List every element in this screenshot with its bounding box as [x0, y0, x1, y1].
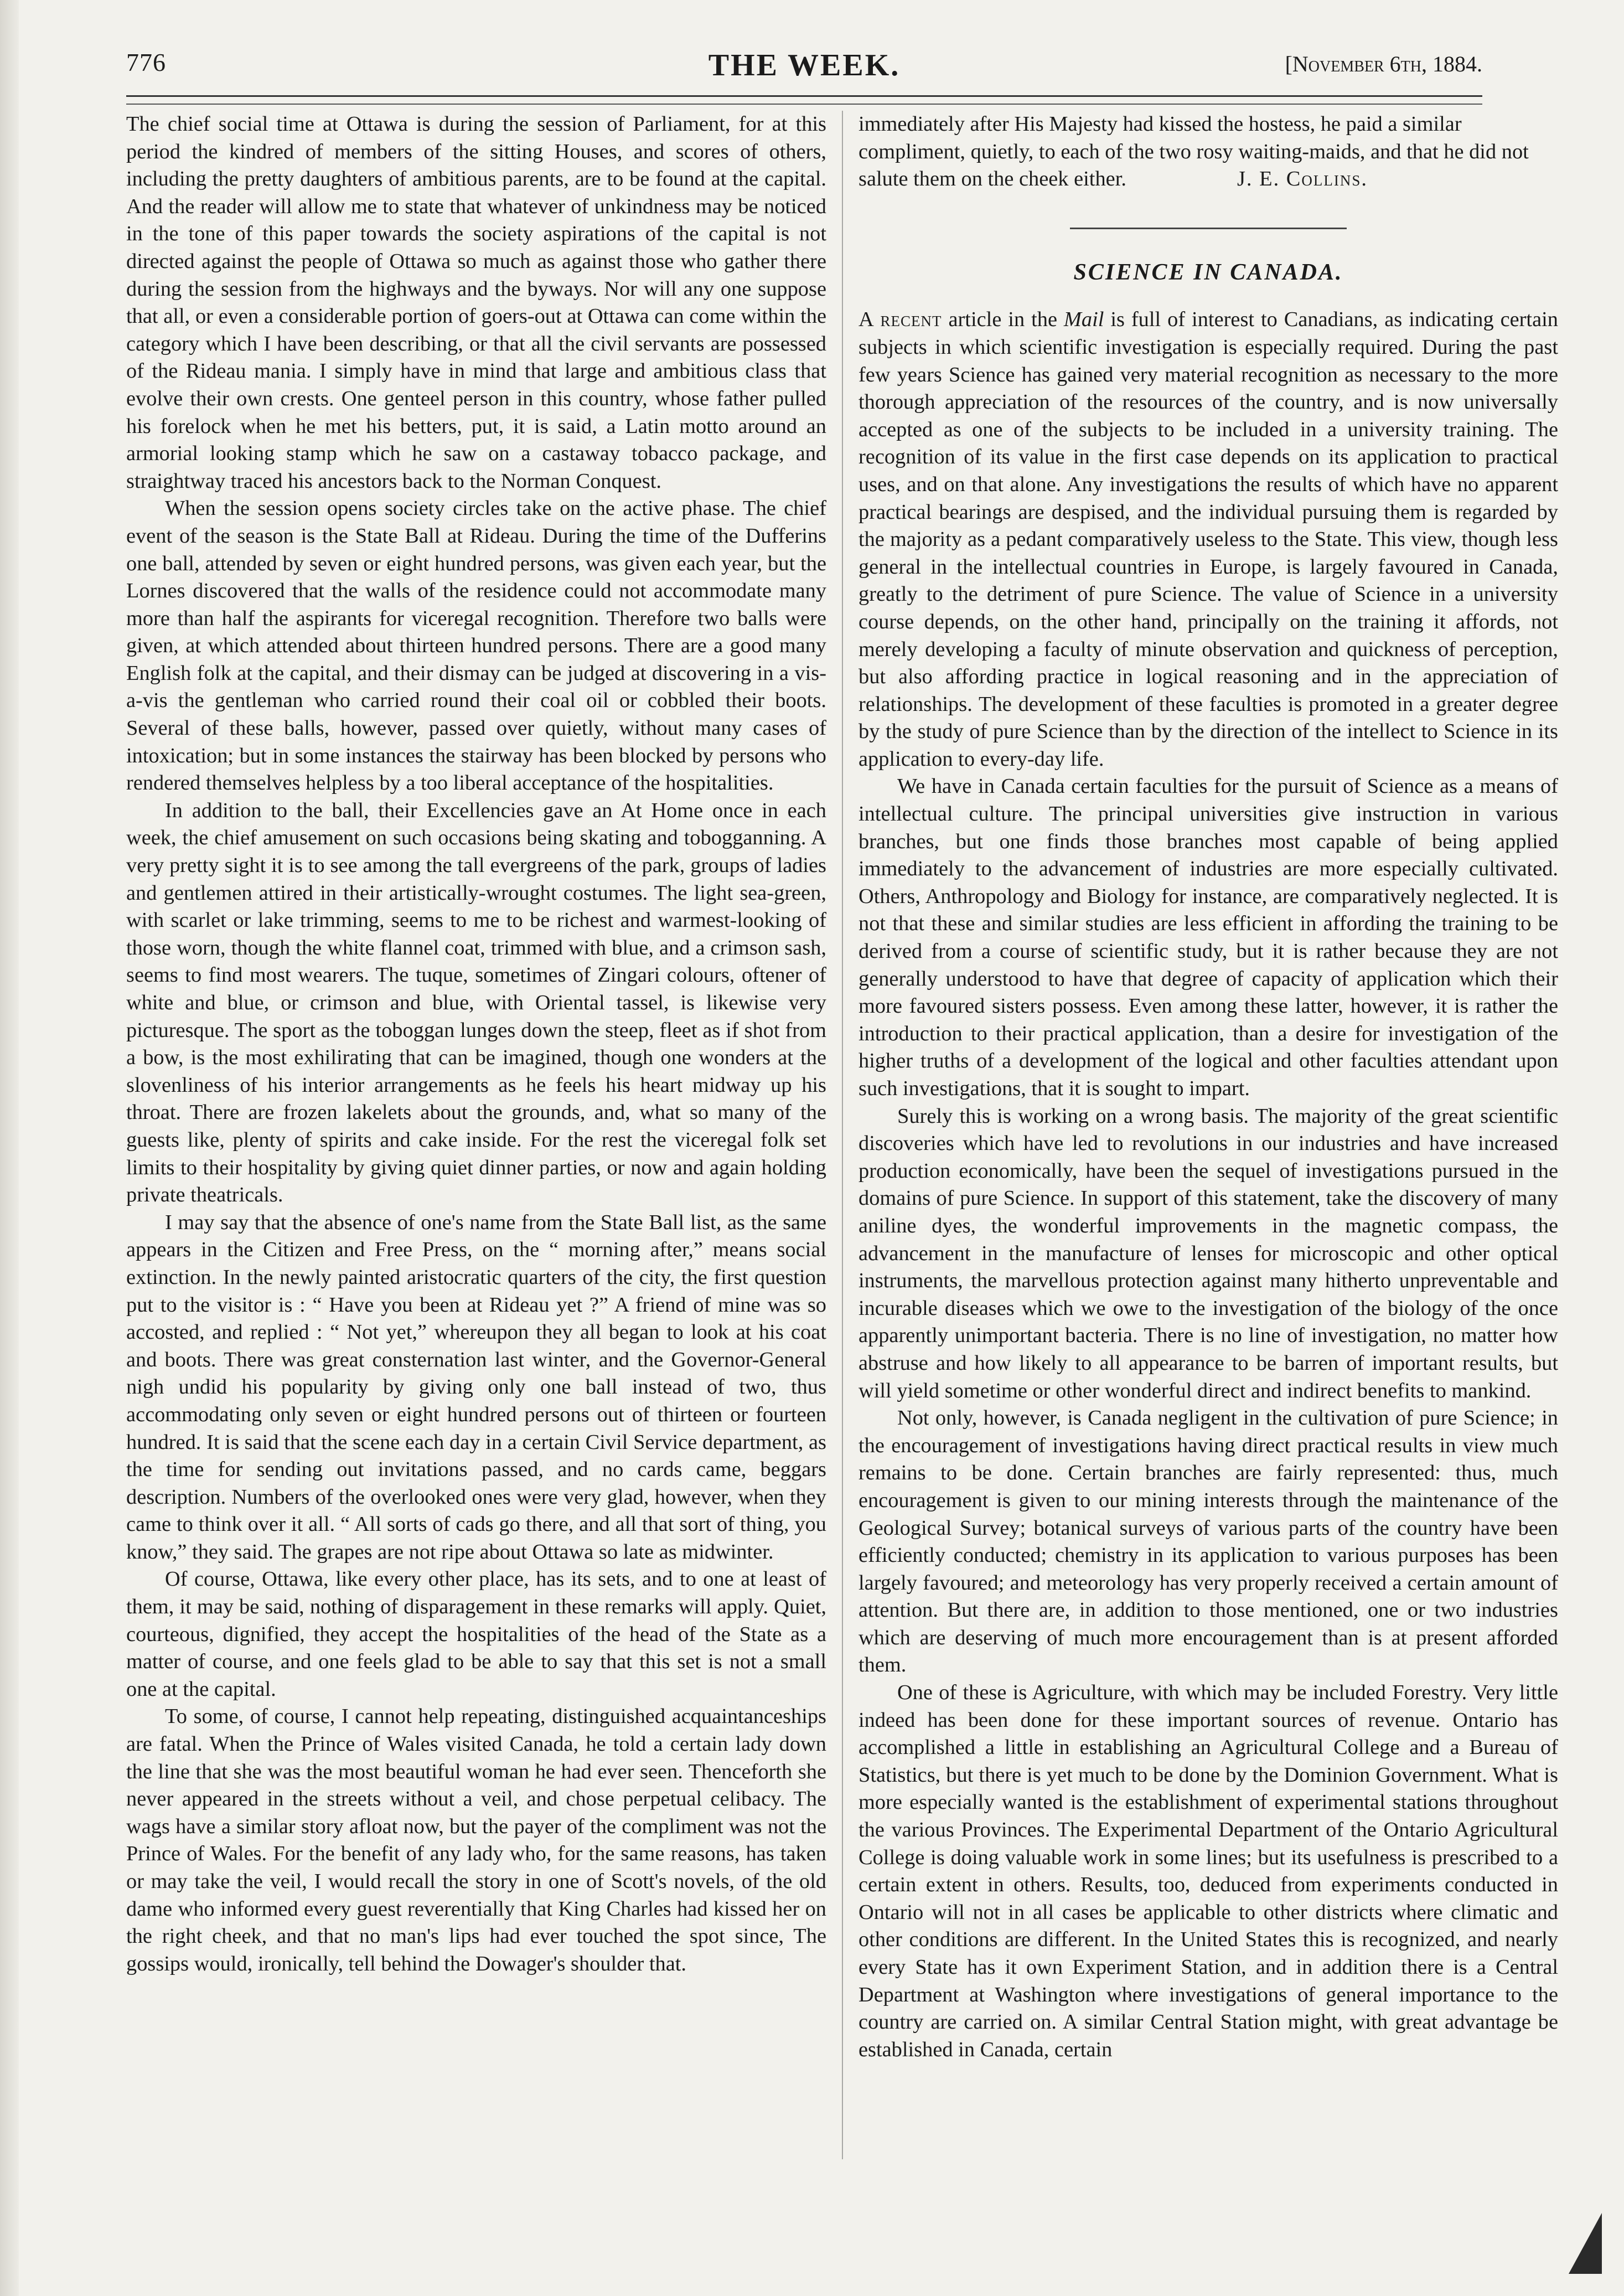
article-continuation	[858, 111, 1558, 193]
article-paragraph: To some, of course, I cannot help repeating, distinguished acquaintanceships are fatal. When the Prince of Wales visited Canada, he told a certain lady down the line that she was the most beautiful woman he had ever seen. Thenceforth she never appeared in the streets without a veil, and chose perpetual celibacy. The wags have a similar story afloat now, but the payer of the compliment was not the Prince of Wales. For the benefit of any lady who, for the same reasons, has taken or may take the veil, I would recall the story in one of Scott's novels, of the old dame who informed every guest reverentially that King Charles had kissed her on the right cheek, and that no man's lips had ever touched the spot since, The gossips would, ironically, tell behind the Dowager's shoulder that.	[126, 1705, 826, 1975]
page-header	[126, 48, 1482, 86]
left-column	[126, 111, 826, 1978]
header-rule	[126, 95, 1482, 105]
opening-text-2: is full of interest to Canadians, as indicating certain subjects in which scientific investigation is especially required. During the past few years Science has gained very material recognition as necessary to the more thorough appreciation of the resources of the country, and is now universally accepted as one of the subjects to be included in a university training. The recognition of its value in the first case depends on its application to practical uses, and on that alone. Any investigations the results of which have no apparent practical bearings are despised, and the individual pursuing them is regarded by the majority as a pedant comparatively useless to the State. This view, though less general in the intellectual countries in Europe, is largely favoured in Canada, greatly to the detriment of pure Science. The value of Science in a university course depends, on the other hand, principally on the training it affords, not merely developing a faculty of minute observation and quickness of perception, but also affording practice in logical reasoning and in the appreciation of relationships. The development of these faculties is promoted in a greater degree by the study of pure Science than by the direction of the intellect to Science in its application to every-day life.	[858, 308, 1558, 771]
article-paragraph: The chief social time at Ottawa is during the session of Parliament, for at this period the kindred of members of the sitting Houses, and scores of others, including the pretty daughters of ambitious parents, are to be found at the capital. And the reader will allow me to state that whatever of unkindness may be noticed in the tone of this paper towards the society aspirations of the capital is not directed against the people of Ottawa so much as against those who gather there during the session from the highways and the byways. Nor will any one suppose that all, or even a considerable portion of goers-out at Ottawa can come within the category which I have been describing, or that all the civil servants are possessed of the Rideau mania. I simply have in mind that large and ambitious class that evolve their own crests. One genteel person in this country, whose father pulled his forelock when he met his betters, put, it is said, a Latin motto around an armorial looking stamp which he saw on a castaway tobacco package, and straightway traced his ancestors back to the Norman Conquest.	[126, 112, 826, 493]
science-opening-paragraph	[858, 306, 1558, 773]
column-divider	[842, 111, 843, 2159]
article-paragraph: Of course, Ottawa, like every other place, has its sets, and to one at least of them, it may be said, nothing of disparagement in these remarks will apply. Quiet, courteous, dignified, they accept the hospitalities of the head of the State as a matter of course, and one feels glad to be able to say that this set is not a small one at the capital.	[126, 1567, 826, 1701]
newspaper-name: Mail	[1063, 308, 1104, 332]
article-paragraph: One of these is Agriculture, with which may be included Forestry. Very little indeed has been done for these important sources of revenue. Ontario has accomplished a little in establishing an Agricultural College and a Bureau of Statistics, but there is yet much to be done by the Dominion Government. What is more especially wanted is the establishment of experimental stations throughout the various Provinces. The Experimental Department of the Ontario Agricultural College is doing valuable work in some lines; but its usefulness is prescribed to a certain extent in others. Results, too, deduced from experiments conducted in Ontario will not in all cases be applicable to other districts where climatic and other conditions are different. In the United States this is recognized, and nearly every State has it own Experiment Station, and in addition there is a Central Department at Washington where investigations of general importance to the country are carried on. A similar Central Station might, with great advantage be established in Canada, certain	[858, 1681, 1558, 2061]
article-paragraph: In addition to the ball, their Excellencies gave an At Home once in each week, the chief amusement on such occasions being skating and tobogganning. A very pretty sight it is to see among the tall evergreens of the park, groups of ladies and gentlemen attired in their artistically-wrought costumes. The light sea-green, with scarlet or lake trimming, seems to me to be richest and warmest-looking of those worn, though the white flannel coat, trimmed with blue, and a crimson sash, seems to find most wearers. The tuque, sometimes of Zingari colours, oftener of white and blue, or crimson and blue, with Oriental tassel, is likewise very picturesque. The sport as the toboggan lunges down the steep, fleet as if shot from a bow, is the most exhilirating that can be imagined, though one wonders at the slovenliness of his interior arrangements as he feels his heart midway up his throat. There are frozen lakelets about the grounds, and, what so many of the guests like, plenty of spirits and cake inside. For the rest the viceregal folk set limits to their hospitality by giving quiet dinner parties, or now and again holding private theatricals.	[126, 798, 826, 1207]
section-title: SCIENCE IN CANADA.	[1073, 259, 1343, 285]
article-paragraph: I may say that the absence of one's name from the State Ball list, as the same appears in the Citizen and Free Press, on the “ morning after,” means social extinction. In the newly painted aristocratic quarters of the city, the first question put to the visitor is : “ Have you been at Rideau yet ?” A friend of mine was so accosted, and replied : “ Not yet,” whereupon they all began to look at his coat and boots. There was great consternation last winter, and the Governor-General nigh undid his popularity by giving only one ball instead of two, thus accommodating only seven or eight hundred persons out of thirteen or fourteen hundred. It is said that the scene each day in a certain Civil Service department, as the time for sending out invitations passed, and no cards came, beggars description. Numbers of the overlooked ones were very glad, however, when they came to think over it all. “ All sorts of cads go there, and all that sort of thing, you know,” they said. The grapes are not ripe about Ottawa so late as midwinter.	[126, 1210, 826, 1564]
right-column	[858, 111, 1558, 2063]
page-binding-edge	[0, 0, 19, 2296]
opening-text-1: article in the	[942, 308, 1064, 332]
article-paragraph: We have in Canada certain faculties for the pursuit of Science as a means of intellectual culture. The principal universities give instruction in various branches, but one finds those branches most capable of being applied immediately to the advancement of industries are more especially cultivated. Others, Anthropology and Biology for instance, are comparatively neglected. It is not that these and similar studies are less efficient in affording the training to be derived from a course of scientific study, but it is rather because they are not generally understood to have that degree of capacity of application which their more favoured sisters possess. Even among these latter, however, it is rather the introduction to their practical application, than a desire for investigation of the higher truths of a development of the logical and other faculties attendant upon such investigations, that it is sought to impart.	[858, 775, 1558, 1100]
issue-date: [November 6th, 1884.	[1285, 51, 1482, 76]
article-paragraph: Not only, however, is Canada negligent in the cultivation of pure Science; in the encouragement of investigations having direct practical results in view much remains to be done. Certain branches are fairly represented: thus, much encouragement is given to our mining interests through the maintenance of the Geological Survey; botanical surveys of various parts of the country have been efficiently conducted; chemistry in its application to various purposes has been largely favoured; and meteorology has very properly received a certain amount of attention. But there are, in addition to those mentioned, one or two industries which are deserving of much more encouragement than is at present afforded them.	[858, 1406, 1558, 1677]
continuation-text: immediately after His Majesty had kissed the hostess, he paid a similar compliment, quietly, to each of the two rosy waiting-maids, and that he did not salute them on the cheek either.	[858, 112, 1529, 191]
article-paragraph: Surely this is working on a wrong basis. The majority of the great scientific discoveries which have led to revolutions in our industries and have increased production economically, have been the sequel of investigations pursued in the domains of pure Science. In support of this statement, take the discovery of many aniline dyes, the wonderful improvements in the magnetic compass, the advancement in the manufacture of lenses for microscopic and other optical instruments, the marvellous protection against many hitherto unpreventable and incurable diseases which we owe to the investigation of the biology of the once apparently unimportant bacteria. There is no line of investigation, no matter how abstruse and how likely to all appearance to be barren of important results, but will yield sometime or other wonderful direct and indirect benefits to mankind.	[858, 1104, 1558, 1402]
opening-smallcaps: A recent	[858, 308, 942, 332]
masthead-title: THE WEEK.	[708, 48, 901, 82]
page-number: 776	[126, 48, 166, 76]
page-corner-mark	[1569, 2213, 1602, 2274]
section-separator	[1070, 228, 1347, 229]
author-signature: J. E. Collins.	[1237, 167, 1368, 191]
article-paragraph: When the session opens society circles take on the active phase. The chief event of the season is the State Ball at Rideau. During the time of the Dufferins one ball, attended by seven or eight hundred persons, was given each year, but the Lornes discovered that the walls of the residence could not accommodate many more than half the aspirants for viceregal recognition. Therefore two balls were given, at which attended about thirteen hundred persons. There are a good many English folk at the capital, and their dismay can be judged at discovering in a vis-a-vis the gentleman who carried round their coal oil or cobbled their boots. Several of these balls, however, passed over quietly, without many cases of intoxication; but in some instances the stairway has been blocked by persons who rendered themselves helpless by a too liberal acceptance of the hospitalities.	[126, 497, 826, 795]
